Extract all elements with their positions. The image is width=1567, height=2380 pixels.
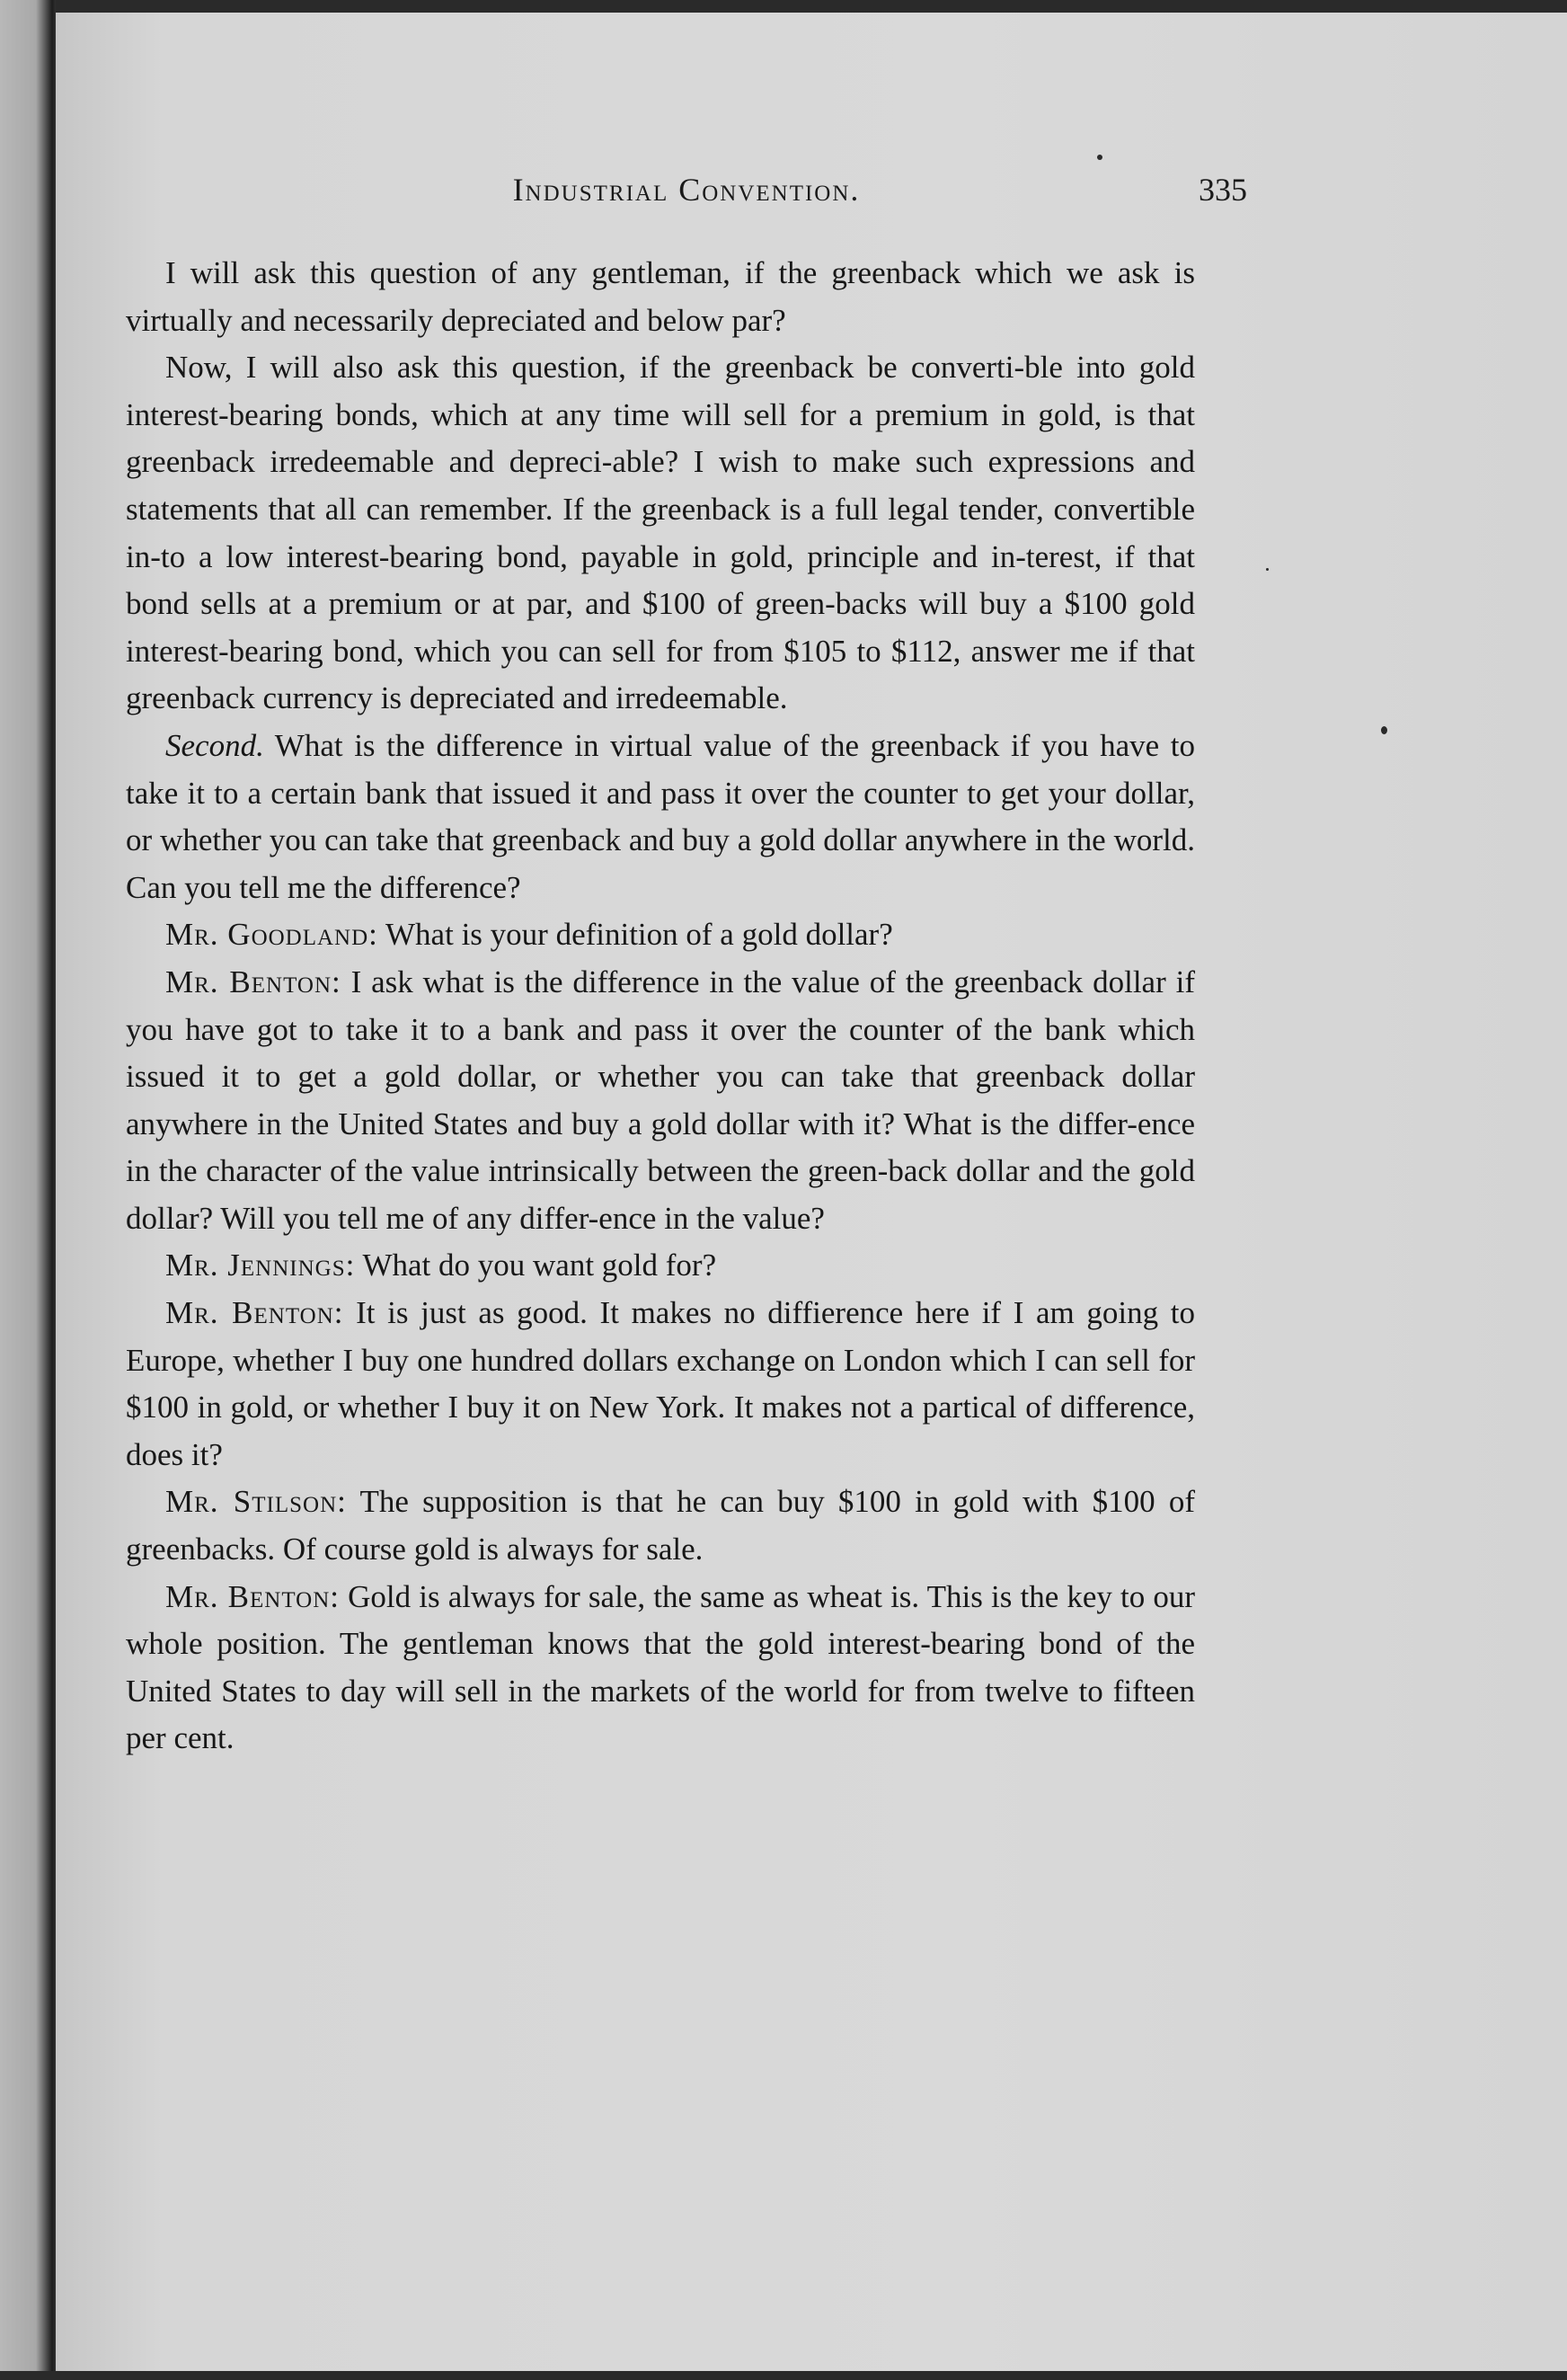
paragraph-marker: Second.: [165, 727, 264, 763]
speaker-text: The supposition is that he can buy $100 in gold with $100 of greenbacks. Of course gold is always for sale.: [126, 1484, 1195, 1567]
speaker-paragraph: [126, 959, 1195, 1243]
speaker-text: What do you want gold for?: [355, 1248, 717, 1283]
running-head: Industrial Convention.: [512, 172, 861, 208]
speaker-name: Mr. Benton:: [165, 964, 341, 999]
speaker-name: Mr. Goodland:: [165, 917, 378, 953]
speaker-paragraph: [126, 911, 1195, 959]
speaker-paragraph: [126, 1479, 1195, 1573]
speaker-text: It is just as good. It makes no diffierence here if I am going to Europe, whether I buy one hundred dollars exchange on London which I can sell for $100 in gold, or whether I buy it on New York. It makes not a partical of difference, does it?: [126, 1295, 1195, 1472]
scan-bottom-border: [0, 2371, 1567, 2380]
paragraph: [126, 344, 1195, 723]
speaker-paragraph: [126, 1290, 1195, 1479]
dust-speck: [1381, 726, 1387, 734]
speaker-text: I ask what is the difference in the value of the greenback dollar if you have got to take it to a bank and pass it over the counter of the bank which issued it to get a gold dollar, or whether you can take that greenback dollar anywhere in the United States and buy a gold dollar with it? What is the differ-ence in the character of the value intrinsically between the green-back dollar and the gold dollar? Will you tell me of any differ-ence in the value?: [126, 964, 1195, 1236]
dust-speck: [1097, 155, 1102, 160]
speaker-name: Mr. Benton:: [165, 1578, 340, 1614]
paragraph-text: What is the difference in virtual value of the greenback if you have to take it to a certain bank that issued it and pass it over the counter to get your dollar, or whether you can take that greenback and buy a gold dollar anywhere in the world. Can you tell me the difference?: [126, 727, 1195, 905]
speaker-paragraph: [126, 1574, 1195, 1763]
paragraph: [126, 723, 1195, 911]
speaker-name: Mr. Benton:: [165, 1295, 344, 1331]
speaker-paragraph: [126, 1242, 1195, 1290]
page-number: 335: [1199, 172, 1247, 208]
paragraph-text: Now, I will also ask this question, if the greenback be converti-ble into gold interest-bearing bonds, which at any time will sell for a premium in gold, is that greenback irredeemable and depreci-able? I wish to make such expressions and statements that all can remember. If the greenback is a full legal tender, convertible in-to a low interest-bearing bond, payable in gold, principle and in-terest, if that bond sells at a premium or at par, and $100 of green-backs will buy a $100 gold interest-bearing bond, which you can sell for from $105 to $112, answer me if that greenback currency is depreciated and irredeemable.: [126, 350, 1195, 716]
paragraph-text: I will ask this question of any gentleman, if the greenback which we ask is virtually and necessarily depreciated and below par?: [126, 255, 1195, 338]
speaker-text: Gold is always for sale, the same as wheat is. This is the key to our whole position. The gentleman knows that the gold interest-bearing bond of the United States to day will sell in the markets of the world for from twelve to fifteen per cent.: [126, 1578, 1195, 1756]
paragraph: [126, 250, 1195, 344]
speaker-text: What is your definition of a gold dollar?: [377, 917, 893, 953]
speaker-name: Mr. Jennings:: [165, 1248, 356, 1283]
page-header: [126, 171, 1247, 234]
speaker-name: Mr. Stilson:: [165, 1484, 347, 1520]
dust-speck: [1266, 568, 1269, 571]
scan-top-border: [0, 0, 1567, 13]
book-spine-shadow: [0, 0, 56, 2380]
body-text: [126, 250, 1195, 1763]
